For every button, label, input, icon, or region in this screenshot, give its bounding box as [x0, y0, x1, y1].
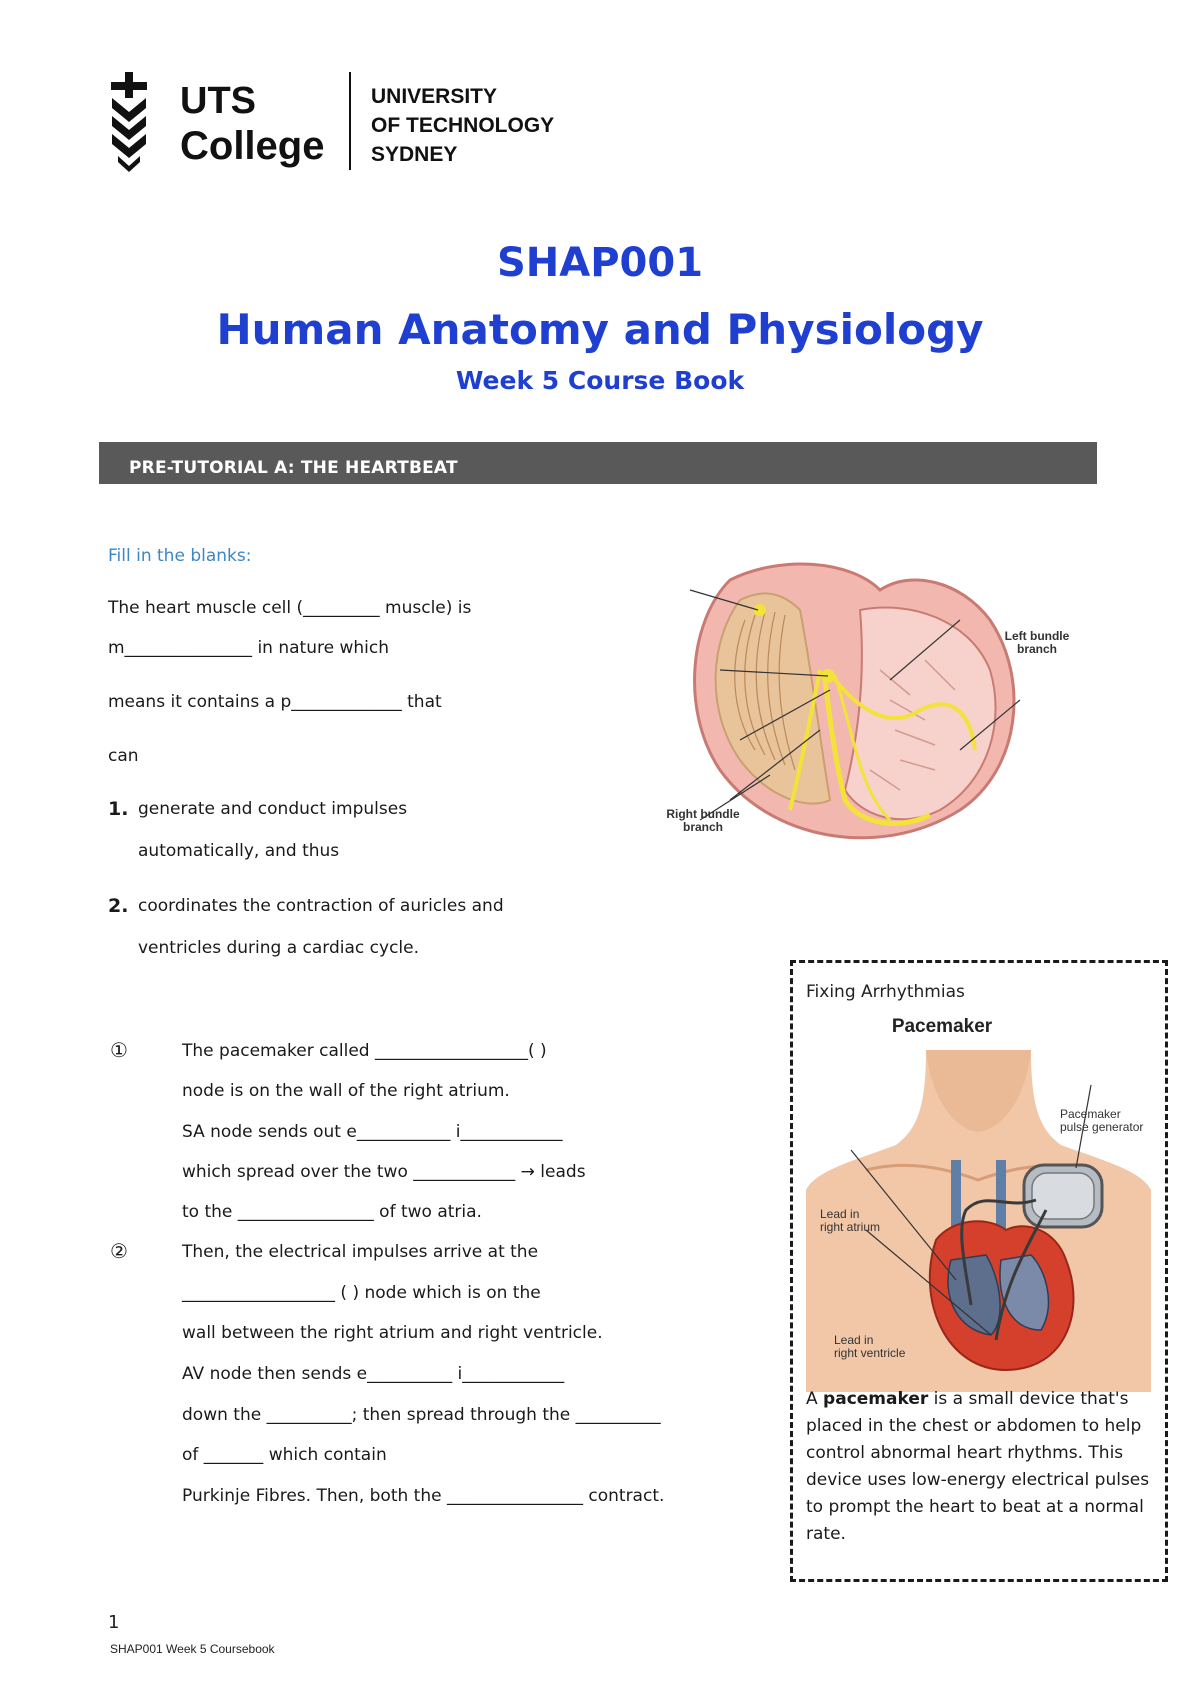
pacemaker-description — [806, 1386, 1156, 1548]
logo-uts-text: UTS — [180, 80, 256, 122]
course-subtitle: Week 5 Course Book — [455, 366, 745, 395]
info-box-title: Fixing Arrhythmias — [806, 982, 965, 1002]
blank-line: means it contains a p_____________ that — [108, 692, 442, 712]
atrium-lead-label — [820, 1208, 930, 1234]
course-code: SHAP001 — [496, 240, 704, 286]
right-bundle-label — [658, 808, 748, 834]
description-lead: A — [806, 1389, 824, 1409]
ventricle-lead-label-line: right ventricle — [834, 1346, 906, 1360]
left-bundle-label-line: branch — [1016, 642, 1057, 656]
step-line: to the ________________ of two atria. — [182, 1202, 482, 1222]
logo-college-text: College — [180, 124, 325, 168]
uts-logo-icon — [108, 72, 150, 172]
blank-line: m_______________ in nature which — [108, 638, 389, 658]
page-number: 1 — [108, 1612, 120, 1633]
atrium-lead-label-line: Lead in — [820, 1207, 860, 1221]
step-line: node is on the wall of the right atrium. — [182, 1081, 510, 1101]
step-line: wall between the right atrium and right ventricle. — [182, 1323, 603, 1343]
footer-label: SHAP001 Week 5 Coursebook — [110, 1642, 275, 1656]
step-line: The pacemaker called __________________( ) — [182, 1041, 547, 1061]
section-heading-bar — [99, 442, 1097, 484]
logo-university-line: SYDNEY — [371, 143, 458, 166]
step-marker: ① — [110, 1038, 128, 1062]
step-line: AV node then sends e__________ i____________ — [182, 1364, 565, 1384]
generator-label-line: Pacemaker — [1060, 1107, 1121, 1121]
description-rest: is a small device that's placed in the chest or abdomen to help control abnormal heart rhythms. This device uses low-energy electrical pulses to prompt the heart to beat at a normal rate. — [806, 1389, 1150, 1544]
list-item-line: ventricles during a cardiac cycle. — [138, 938, 420, 958]
list-number: 1. — [108, 798, 129, 820]
right-bundle-label-line: Right bundle — [666, 807, 740, 821]
step-line: __________________ ( ) node which is on the — [182, 1283, 541, 1303]
step-line: Then, the electrical impulses arrive at the — [182, 1242, 539, 1262]
step-line: Purkinje Fibres. Then, both the ________________ contract. — [182, 1486, 665, 1506]
right-bundle-label-line: branch — [682, 820, 723, 834]
list-number: 2. — [108, 895, 129, 917]
atrium-lead-label-line: right atrium — [820, 1220, 881, 1234]
logo-university-line: UNIVERSITY — [371, 85, 498, 108]
step-line: SA node sends out e___________ i____________ — [182, 1122, 563, 1142]
list-item-line: generate and conduct impulses — [138, 799, 408, 819]
course-name: Human Anatomy and Physiology — [216, 305, 984, 354]
left-bundle-label — [982, 630, 1092, 656]
ventricle-lead-label — [834, 1334, 944, 1360]
logo-divider — [349, 72, 351, 170]
list-item-line: automatically, and thus — [138, 841, 340, 861]
blank-line: can — [108, 746, 139, 766]
generator-label — [1060, 1108, 1170, 1134]
description-bold-term: pacemaker — [823, 1389, 929, 1409]
blank-line: The heart muscle cell (_________ muscle) is — [108, 598, 472, 618]
generator-label-line: pulse generator — [1060, 1120, 1144, 1134]
step-line: which spread over the two ____________ → leads — [182, 1162, 586, 1182]
instruction-text: Fill in the blanks: — [108, 546, 252, 566]
left-bundle-label-line: Left bundle — [1004, 629, 1070, 643]
step-marker: ② — [110, 1239, 128, 1263]
section-heading: PRE-TUTORIAL A: THE HEARTBEAT — [129, 458, 458, 478]
list-item-line: coordinates the contraction of auricles and — [138, 896, 504, 916]
logo-university-line: OF TECHNOLOGY — [371, 114, 555, 137]
ventricle-lead-label-line: Lead in — [834, 1333, 874, 1347]
pacemaker-figure-title: Pacemaker — [891, 1016, 993, 1037]
step-line: of _______ which contain — [182, 1445, 387, 1465]
step-line: down the __________; then spread through the __________ — [182, 1405, 661, 1425]
